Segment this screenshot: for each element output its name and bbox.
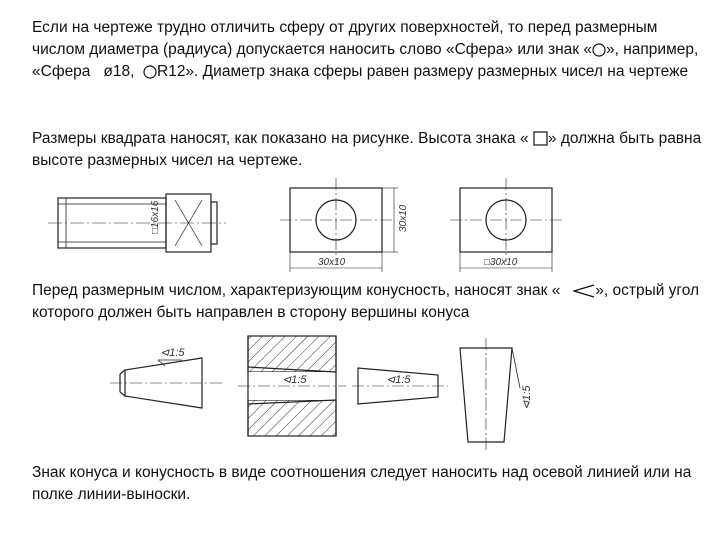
- paragraph2-text-2: » должна быть равна высоте размерных чисел на чертеже.: [32, 130, 702, 169]
- square2-bottom-dim-label: □30х10: [484, 257, 518, 268]
- paragraph-square-sign: [32, 128, 702, 172]
- cone4-dim-label: ⊲1:5: [521, 385, 533, 410]
- paragraph1-text-4: R12». Диаметр знака сферы равен размеру размерных чисел на чертеже: [157, 63, 689, 80]
- cone3-dim-label: ⊲1:5: [386, 374, 411, 386]
- paragraph-cone-sign: [32, 280, 702, 324]
- paragraph4-text: Знак конуса и конусность в виде соотношения следует наносить над осевой линией или на полке линии-выноски.: [32, 464, 692, 503]
- housing-top-hatch: [248, 336, 336, 372]
- paragraph-sphere-sign: [32, 17, 702, 83]
- square-dimension-figure: [40, 176, 560, 284]
- paragraph3-text-1: Перед размерным числом, характеризующим конусность, наносят знак «: [32, 282, 561, 299]
- cone-dimension-figure: [110, 330, 550, 452]
- sphere-sign-icon: [592, 43, 606, 57]
- square-side-dim-label: 30х10: [398, 204, 409, 232]
- bolt-square-dim-label: □16х16: [150, 200, 161, 234]
- paragraph1-text-2: », например, «Сфера: [32, 41, 699, 80]
- paragraph1-text-1: Если на чертеже трудно отличить сферу от других поверхностей, то перед размерным числом диаметра (радиуса) допускается наносить слово «Сфера» или знак «: [32, 19, 658, 58]
- cone-sign-icon: [573, 284, 595, 298]
- sphere-sign-icon-2: [143, 65, 157, 79]
- paragraph1-text-3: ø18,: [103, 63, 135, 80]
- square-bottom-dim-label: 30х10: [318, 257, 346, 268]
- cone2-dim-label: ⊲1:5: [282, 374, 307, 386]
- cone1-dim-label: ⊲1:5: [160, 347, 185, 359]
- paragraph2-text-1: Размеры квадрата наносят, как показано на рисунке. Высота знака «: [32, 130, 529, 147]
- paragraph3-text-2: », острый угол которого должен быть направлен в сторону вершины конуса: [32, 282, 700, 321]
- paragraph-cone-placement: [32, 462, 702, 506]
- housing-bottom-hatch: [248, 400, 336, 436]
- square-sign-icon: [533, 131, 548, 146]
